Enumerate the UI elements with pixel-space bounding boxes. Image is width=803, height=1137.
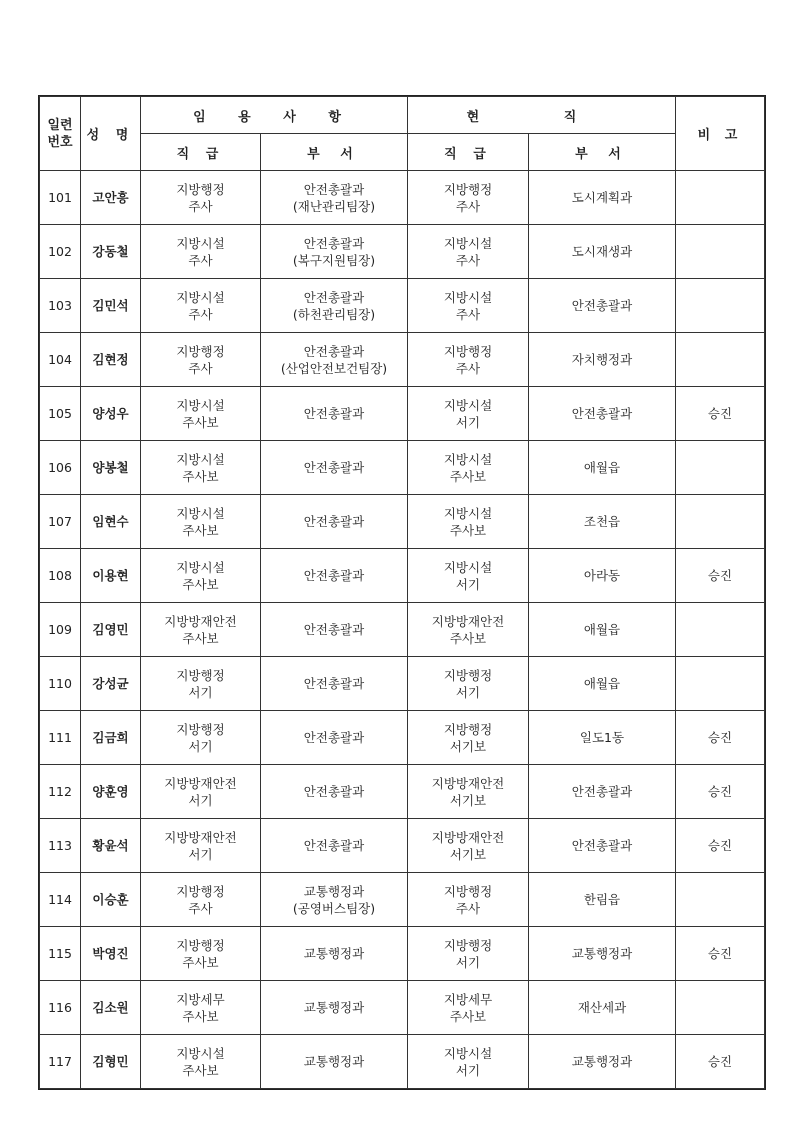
appointed-rank-grade: 서기 bbox=[188, 792, 213, 808]
current-rank-grade: 서기 bbox=[455, 954, 481, 970]
appointed-rank bbox=[141, 711, 261, 765]
appointed-dept bbox=[261, 1035, 408, 1089]
current-dept-name: 안전총괄과 bbox=[571, 838, 633, 853]
appointed-rank-grade: 주사보 bbox=[182, 954, 219, 970]
table-row bbox=[40, 549, 765, 603]
current-dept-name: 일도1동 bbox=[579, 730, 625, 745]
appointed-rank-series: 지방행정 bbox=[176, 937, 225, 953]
appointed-dept-name: 안전총괄과 bbox=[303, 568, 365, 583]
row-number bbox=[40, 225, 81, 279]
table-row bbox=[40, 711, 765, 765]
appointed-dept-name: 안전총괄과 bbox=[303, 838, 365, 853]
note-cell bbox=[676, 603, 765, 657]
employee-name-text: 임현수 bbox=[92, 514, 129, 529]
employee-name bbox=[81, 765, 141, 819]
note-cell bbox=[676, 549, 765, 603]
row-number bbox=[40, 657, 81, 711]
appointed-rank-series: 지방시설 bbox=[176, 235, 225, 251]
current-rank-grade: 주사보 bbox=[449, 522, 487, 538]
note-cell bbox=[676, 711, 765, 765]
note-cell bbox=[676, 765, 765, 819]
current-rank-grade: 주사 bbox=[455, 360, 481, 376]
appointed-rank-grade: 주사보 bbox=[182, 468, 219, 484]
row-number-text: 102 bbox=[48, 244, 72, 259]
row-number-text: 110 bbox=[48, 676, 72, 691]
appointed-rank-series: 지방행정 bbox=[176, 883, 225, 899]
header-current-rank: 직 급 bbox=[408, 134, 529, 171]
table-row bbox=[40, 279, 765, 333]
note-text: 승진 bbox=[707, 946, 733, 961]
current-rank-series: 지방행정 bbox=[443, 937, 493, 953]
current-rank bbox=[408, 711, 529, 765]
appointed-dept-name: 교통행정과 bbox=[303, 946, 365, 961]
appointed-dept bbox=[261, 441, 408, 495]
appointed-dept bbox=[261, 171, 408, 225]
current-rank-grade: 서기 bbox=[455, 576, 481, 592]
note-cell bbox=[676, 819, 765, 873]
current-rank bbox=[408, 819, 529, 873]
employee-name-text: 김민석 bbox=[92, 298, 129, 313]
current-rank-series: 지방행정 bbox=[443, 883, 493, 899]
row-number bbox=[40, 171, 81, 225]
appointed-rank-series: 지방시설 bbox=[176, 289, 225, 305]
appointed-rank bbox=[141, 927, 261, 981]
appointed-dept-name: 안전총괄과 bbox=[303, 235, 365, 251]
appointed-rank bbox=[141, 873, 261, 927]
appointed-rank-grade: 주사보 bbox=[182, 1062, 219, 1078]
current-dept-name: 애월읍 bbox=[583, 460, 621, 475]
employee-name bbox=[81, 657, 141, 711]
appointed-dept-name: 안전총괄과 bbox=[303, 514, 365, 529]
current-rank-series: 지방시설 bbox=[443, 451, 493, 467]
appointed-dept-name: 교통행정과 bbox=[303, 883, 365, 899]
current-dept bbox=[529, 603, 676, 657]
note-text: 승진 bbox=[707, 406, 733, 421]
row-number-text: 111 bbox=[48, 730, 72, 745]
employee-name-text: 양훈영 bbox=[92, 784, 129, 799]
current-dept-name: 애월읍 bbox=[583, 676, 621, 691]
appointed-rank bbox=[141, 279, 261, 333]
appointed-rank bbox=[141, 171, 261, 225]
current-rank-series: 지방시설 bbox=[443, 1045, 493, 1061]
employee-name bbox=[81, 171, 141, 225]
appointed-rank-grade: 주사 bbox=[188, 306, 213, 322]
employee-name-text: 양봉철 bbox=[92, 460, 129, 475]
employee-name-text: 강성균 bbox=[92, 676, 129, 691]
note-cell bbox=[676, 279, 765, 333]
appointed-dept bbox=[261, 225, 408, 279]
header-current: 현 직 bbox=[408, 97, 676, 134]
employee-name-text: 김금희 bbox=[92, 730, 129, 745]
row-number-text: 101 bbox=[48, 190, 72, 205]
employee-name-text: 강동철 bbox=[92, 244, 129, 259]
current-rank bbox=[408, 657, 529, 711]
appointed-rank-series: 지방시설 bbox=[176, 397, 225, 413]
note-text: 승진 bbox=[707, 1054, 733, 1069]
current-dept bbox=[529, 279, 676, 333]
row-number-text: 116 bbox=[48, 1000, 72, 1015]
current-dept-name: 한림읍 bbox=[583, 892, 621, 907]
employee-name bbox=[81, 873, 141, 927]
current-dept-name: 아라동 bbox=[583, 568, 621, 583]
note-text: 승진 bbox=[707, 568, 733, 583]
current-dept bbox=[529, 333, 676, 387]
appointed-rank bbox=[141, 1035, 261, 1089]
appointed-dept bbox=[261, 495, 408, 549]
row-number-text: 104 bbox=[48, 352, 72, 367]
current-rank bbox=[408, 387, 529, 441]
appointed-rank-grade: 주사보 bbox=[182, 576, 219, 592]
row-number-text: 108 bbox=[48, 568, 72, 583]
current-dept bbox=[529, 441, 676, 495]
current-rank-grade: 주사 bbox=[455, 252, 481, 268]
current-rank-series: 지방세무 bbox=[443, 991, 493, 1007]
table-row bbox=[40, 225, 765, 279]
note-text: 승진 bbox=[707, 784, 733, 799]
current-rank-series: 지방행정 bbox=[443, 667, 493, 683]
note-cell bbox=[676, 441, 765, 495]
appointed-dept-name: 안전총괄과 bbox=[303, 406, 365, 421]
current-rank-series: 지방시설 bbox=[443, 559, 493, 575]
header-name: 성 명 bbox=[81, 97, 141, 171]
current-rank-grade: 서기 bbox=[455, 1062, 481, 1078]
appointed-rank-series: 지방행정 bbox=[176, 181, 225, 197]
current-rank bbox=[408, 495, 529, 549]
current-dept bbox=[529, 1035, 676, 1089]
employee-name bbox=[81, 333, 141, 387]
appointed-dept bbox=[261, 387, 408, 441]
note-cell bbox=[676, 387, 765, 441]
table-row bbox=[40, 1035, 765, 1089]
employee-name bbox=[81, 387, 141, 441]
row-number bbox=[40, 1035, 81, 1089]
current-rank-series: 지방행정 bbox=[443, 343, 493, 359]
appointed-rank bbox=[141, 765, 261, 819]
table-row bbox=[40, 333, 765, 387]
current-dept-name: 교통행정과 bbox=[571, 1054, 633, 1069]
current-rank-grade: 서기보 bbox=[449, 846, 487, 862]
current-rank bbox=[408, 873, 529, 927]
current-dept-name: 애월읍 bbox=[583, 622, 621, 637]
appointed-dept-team: (산업안전보건팀장) bbox=[280, 360, 388, 376]
note-text: 승진 bbox=[707, 838, 733, 853]
employee-name-text: 황윤석 bbox=[92, 838, 129, 853]
appointed-rank-series: 지방행정 bbox=[176, 343, 225, 359]
current-dept-name: 안전총괄과 bbox=[571, 784, 633, 799]
appointed-dept-name: 안전총괄과 bbox=[303, 460, 365, 475]
row-number bbox=[40, 819, 81, 873]
appointed-dept bbox=[261, 279, 408, 333]
row-number-text: 113 bbox=[48, 838, 72, 853]
appointed-dept bbox=[261, 333, 408, 387]
current-dept-name: 안전총괄과 bbox=[571, 298, 633, 313]
row-number bbox=[40, 873, 81, 927]
appointed-dept bbox=[261, 603, 408, 657]
table-row bbox=[40, 603, 765, 657]
current-dept-name: 안전총괄과 bbox=[571, 406, 633, 421]
employee-name-text: 김형민 bbox=[92, 1054, 129, 1069]
appointed-rank-grade: 서기 bbox=[188, 684, 213, 700]
appointed-rank-grade: 주사 bbox=[188, 198, 213, 214]
current-rank-grade: 서기보 bbox=[449, 792, 487, 808]
current-dept bbox=[529, 171, 676, 225]
header-seq-line1: 일련 bbox=[47, 117, 73, 133]
table-row bbox=[40, 981, 765, 1035]
appointed-rank-grade: 주사 bbox=[188, 360, 213, 376]
current-rank-series: 지방행정 bbox=[443, 181, 493, 197]
appointed-dept-name: 안전총괄과 bbox=[303, 343, 365, 359]
note-cell bbox=[676, 225, 765, 279]
table-row bbox=[40, 657, 765, 711]
appointed-rank bbox=[141, 387, 261, 441]
appointment-table bbox=[39, 96, 765, 1089]
row-number bbox=[40, 441, 81, 495]
appointed-dept-name: 안전총괄과 bbox=[303, 676, 365, 691]
row-number-text: 114 bbox=[48, 892, 72, 907]
table-row bbox=[40, 387, 765, 441]
appointed-dept bbox=[261, 765, 408, 819]
row-number bbox=[40, 333, 81, 387]
current-rank-grade: 서기 bbox=[455, 414, 481, 430]
note-text: 승진 bbox=[707, 730, 733, 745]
current-rank-series: 지방방재안전 bbox=[431, 775, 505, 791]
current-rank-series: 지방행정 bbox=[443, 721, 493, 737]
current-rank-grade: 주사 bbox=[455, 306, 481, 322]
appointed-dept-team: (재난관리팀장) bbox=[292, 198, 376, 214]
appointed-rank bbox=[141, 657, 261, 711]
employee-name bbox=[81, 549, 141, 603]
row-number-text: 117 bbox=[48, 1054, 72, 1069]
current-dept-name: 교통행정과 bbox=[571, 946, 633, 961]
row-number-text: 115 bbox=[48, 946, 72, 961]
current-rank-grade: 서기 bbox=[455, 684, 481, 700]
header-seq bbox=[40, 97, 81, 171]
current-dept-name: 조천읍 bbox=[583, 514, 621, 529]
note-cell bbox=[676, 333, 765, 387]
appointed-dept-name: 교통행정과 bbox=[303, 1054, 365, 1069]
employee-name-text: 이승훈 bbox=[92, 892, 129, 907]
current-dept bbox=[529, 549, 676, 603]
appointed-rank-series: 지방방재안전 bbox=[164, 829, 237, 845]
employee-name bbox=[81, 927, 141, 981]
appointed-rank-series: 지방시설 bbox=[176, 505, 225, 521]
appointed-rank-grade: 주사보 bbox=[182, 1008, 219, 1024]
row-number-text: 103 bbox=[48, 298, 72, 313]
row-number bbox=[40, 765, 81, 819]
appointed-dept-name: 안전총괄과 bbox=[303, 181, 365, 197]
appointed-dept bbox=[261, 657, 408, 711]
appointed-rank-series: 지방시설 bbox=[176, 559, 225, 575]
current-dept bbox=[529, 657, 676, 711]
appointed-dept-name: 안전총괄과 bbox=[303, 730, 365, 745]
current-rank bbox=[408, 765, 529, 819]
appointed-rank bbox=[141, 495, 261, 549]
row-number-text: 105 bbox=[48, 406, 72, 421]
appointed-rank bbox=[141, 603, 261, 657]
row-number-text: 109 bbox=[48, 622, 72, 637]
current-dept bbox=[529, 495, 676, 549]
appointed-rank bbox=[141, 981, 261, 1035]
appointed-dept-name: 안전총괄과 bbox=[303, 784, 365, 799]
current-rank bbox=[408, 441, 529, 495]
employee-name bbox=[81, 495, 141, 549]
employee-name bbox=[81, 225, 141, 279]
row-number bbox=[40, 711, 81, 765]
appointed-rank bbox=[141, 819, 261, 873]
note-cell bbox=[676, 981, 765, 1035]
row-number-text: 106 bbox=[48, 460, 72, 475]
current-rank bbox=[408, 927, 529, 981]
current-dept-name: 도시재생과 bbox=[571, 244, 633, 259]
employee-name-text: 김현정 bbox=[92, 352, 129, 367]
current-dept bbox=[529, 387, 676, 441]
table-row bbox=[40, 873, 765, 927]
appointed-rank-series: 지방시설 bbox=[176, 1045, 225, 1061]
appointed-rank-series: 지방행정 bbox=[176, 721, 225, 737]
current-dept bbox=[529, 711, 676, 765]
appointed-dept-team: (하천관리팀장) bbox=[292, 306, 376, 322]
current-rank bbox=[408, 279, 529, 333]
appointed-dept bbox=[261, 873, 408, 927]
note-cell bbox=[676, 495, 765, 549]
appointed-rank-grade: 주사 bbox=[188, 252, 213, 268]
current-dept-name: 재산세과 bbox=[577, 1000, 627, 1015]
appointed-rank-grade: 주사 bbox=[188, 900, 213, 916]
appointed-rank bbox=[141, 225, 261, 279]
current-rank-grade: 주사보 bbox=[449, 468, 487, 484]
appointed-rank-series: 지방세무 bbox=[176, 991, 225, 1007]
appointed-dept-name: 안전총괄과 bbox=[303, 289, 365, 305]
header-dept: 부 서 bbox=[261, 134, 408, 171]
appointed-rank-grade: 서기 bbox=[188, 846, 213, 862]
appointed-dept-team: (복구지원팀장) bbox=[292, 252, 376, 268]
appointed-rank bbox=[141, 333, 261, 387]
header-rank: 직 급 bbox=[141, 134, 261, 171]
row-number bbox=[40, 495, 81, 549]
appointed-dept bbox=[261, 927, 408, 981]
appointed-rank-series: 지방방재안전 bbox=[164, 775, 237, 791]
appointed-dept bbox=[261, 819, 408, 873]
table-row bbox=[40, 441, 765, 495]
appointed-dept bbox=[261, 549, 408, 603]
employee-name-text: 김소원 bbox=[92, 1000, 129, 1015]
appointed-dept-name: 안전총괄과 bbox=[303, 622, 365, 637]
current-rank-series: 지방시설 bbox=[443, 289, 493, 305]
header-appointment: 임 용 사 항 bbox=[141, 97, 408, 134]
current-rank bbox=[408, 171, 529, 225]
employee-name-text: 박영진 bbox=[92, 946, 129, 961]
row-number bbox=[40, 387, 81, 441]
row-number bbox=[40, 279, 81, 333]
current-rank-grade: 주사 bbox=[455, 900, 481, 916]
employee-name bbox=[81, 711, 141, 765]
table-row bbox=[40, 927, 765, 981]
current-rank bbox=[408, 981, 529, 1035]
current-rank bbox=[408, 549, 529, 603]
employee-name-text: 고안흥 bbox=[92, 190, 129, 205]
appointed-rank bbox=[141, 441, 261, 495]
current-rank-series: 지방방재안전 bbox=[431, 613, 505, 629]
appointed-dept bbox=[261, 711, 408, 765]
current-rank bbox=[408, 603, 529, 657]
note-cell bbox=[676, 171, 765, 225]
table-row bbox=[40, 819, 765, 873]
row-number-text: 112 bbox=[48, 784, 72, 799]
appointed-rank-grade: 서기 bbox=[188, 738, 213, 754]
appointed-rank bbox=[141, 549, 261, 603]
current-rank bbox=[408, 225, 529, 279]
appointed-rank-series: 지방방재안전 bbox=[164, 613, 237, 629]
row-number bbox=[40, 603, 81, 657]
table-row bbox=[40, 765, 765, 819]
header-note: 비 고 bbox=[676, 97, 765, 171]
row-number-text: 107 bbox=[48, 514, 72, 529]
current-rank-series: 지방방재안전 bbox=[431, 829, 505, 845]
header-seq-line2: 번호 bbox=[47, 134, 73, 150]
current-dept bbox=[529, 981, 676, 1035]
appointed-rank-series: 지방시설 bbox=[176, 451, 225, 467]
employee-name-text: 김영민 bbox=[92, 622, 129, 637]
employee-name bbox=[81, 603, 141, 657]
table-row bbox=[40, 495, 765, 549]
appointed-rank-grade: 주사보 bbox=[182, 414, 219, 430]
current-rank-series: 지방시설 bbox=[443, 505, 493, 521]
current-rank bbox=[408, 1035, 529, 1089]
employee-name bbox=[81, 441, 141, 495]
current-dept-name: 도시계획과 bbox=[571, 190, 633, 205]
current-dept bbox=[529, 819, 676, 873]
current-dept bbox=[529, 927, 676, 981]
employee-name bbox=[81, 1035, 141, 1089]
current-rank-grade: 서기보 bbox=[449, 738, 487, 754]
current-dept bbox=[529, 765, 676, 819]
current-rank-series: 지방시설 bbox=[443, 235, 493, 251]
note-cell bbox=[676, 1035, 765, 1089]
row-number bbox=[40, 981, 81, 1035]
employee-name bbox=[81, 279, 141, 333]
current-dept bbox=[529, 225, 676, 279]
current-rank-grade: 주사보 bbox=[449, 1008, 487, 1024]
current-dept-name: 자치행정과 bbox=[571, 352, 633, 367]
current-rank-grade: 주사 bbox=[455, 198, 481, 214]
row-number bbox=[40, 549, 81, 603]
current-rank-series: 지방시설 bbox=[443, 397, 493, 413]
employee-name-text: 양성우 bbox=[92, 406, 129, 421]
appointed-rank-grade: 주사보 bbox=[182, 522, 219, 538]
header-current-dept: 부 서 bbox=[529, 134, 676, 171]
current-rank bbox=[408, 333, 529, 387]
row-number bbox=[40, 927, 81, 981]
current-rank-grade: 주사보 bbox=[449, 630, 487, 646]
appointed-dept bbox=[261, 981, 408, 1035]
appointed-rank-series: 지방행정 bbox=[176, 667, 225, 683]
appointed-dept-name: 교통행정과 bbox=[303, 1000, 365, 1015]
employee-name bbox=[81, 981, 141, 1035]
note-cell bbox=[676, 927, 765, 981]
employee-name bbox=[81, 819, 141, 873]
current-dept bbox=[529, 873, 676, 927]
appointed-rank-grade: 주사보 bbox=[182, 630, 219, 646]
employee-name-text: 이용현 bbox=[92, 568, 129, 583]
note-cell bbox=[676, 657, 765, 711]
appointed-dept-team: (공영버스팀장) bbox=[292, 900, 376, 916]
table-row bbox=[40, 171, 765, 225]
note-cell bbox=[676, 873, 765, 927]
